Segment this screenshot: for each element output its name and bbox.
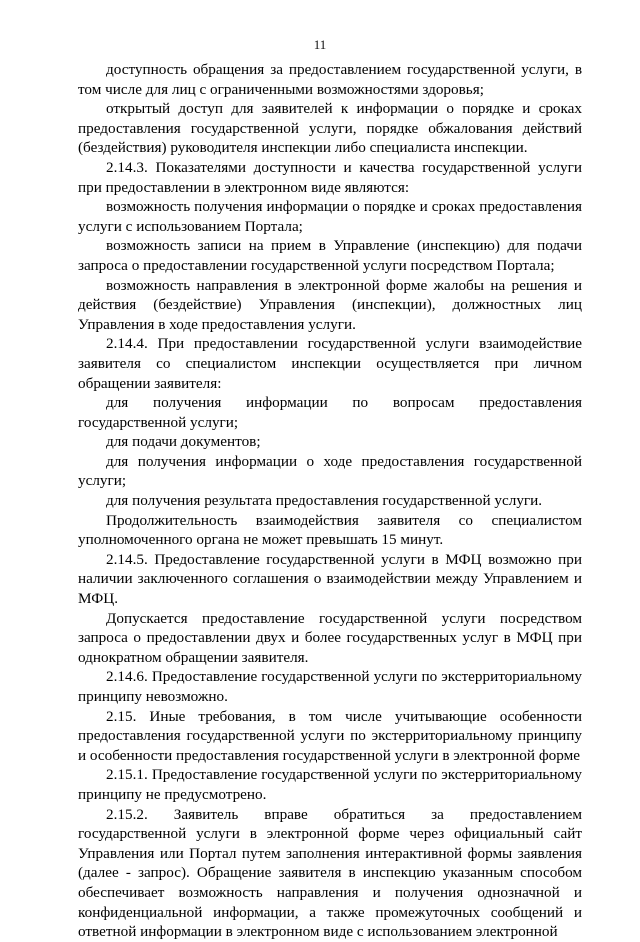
page-number: 11	[313, 37, 327, 52]
paragraph: 2.14.5. Предоставление государственной услуги в МФЦ возможно при наличии заключенного соглашения о взаимодействии между Управлением и МФЦ.	[78, 550, 582, 608]
paragraph: доступность обращения за предоставлением государственной услуги, в том числе для лиц с ограниченными возможностями здоровья;	[78, 61, 582, 98]
paragraph: Допускается предоставление государственной услуги посредством запроса о предоставлении двух и более государственных услуг в МФЦ при однократном обращении заявителя.	[78, 609, 582, 666]
paragraph: 2.14.6. Предоставление государственной услуги по экстерриториальному принципу невозможно.	[78, 668, 582, 705]
paragraph: для получения информации по вопросам предоставления государственной услуги;	[78, 394, 582, 431]
paragraph: для подачи документов;	[106, 433, 261, 451]
paragraph: для получения информации о ходе предоставления государственной услуги;	[78, 452, 582, 490]
paragraph: для получения результата предоставления государственной услуги.	[106, 492, 543, 510]
paragraph: 2.15.1. Предоставление государственной услуги по экстерриториальному принципу не предусмотрено.	[78, 766, 582, 803]
paragraph: открытый доступ для заявителей к информации о порядке и сроках предоставления государственной услуги, порядке обжалования действий (бездействия) руководителя инспекции либо специалиста инспекции.	[78, 100, 582, 157]
document-body	[78, 60, 582, 942]
paragraph: возможность записи на прием в Управление (инспекцию) для подачи запроса о предоставлении государственной услуги посредством Портала;	[78, 237, 582, 274]
paragraph: 2.14.4. При предоставлении государственной услуги взаимодействие заявителя со специалистом инспекции осуществляется при личном обращении заявителя:	[78, 335, 582, 392]
paragraph: Продолжительность взаимодействия заявителя со специалистом уполномоченного органа не может превышать 15 минут.	[78, 511, 582, 549]
paragraph: 2.15.2. Заявитель вправе обратиться за предоставлением государственной услуги в электронной форме через официальный сайт Управления или Портал путем заполнения интерактивной формы заявления (далее - запрос). Обращение заявителя в инспекцию указанным способом обеспечивает возможность направления и получения однозначной и конфиденциальной информации, а также промежуточных сообщений и ответной информации в электронном виде с использованием электронной	[78, 805, 582, 941]
paragraph: возможность направления в электронной форме жалобы на решения и действия (бездействие) Управления (инспекции), должностных лиц Управления в ходе предоставления услуги.	[78, 276, 582, 333]
paragraph: 2.14.3. Показателями доступности и качества государственной услуги при предоставлении в электронном виде являются:	[78, 158, 582, 196]
paragraph: возможность получения информации о порядке и сроках предоставления услуги с использованием Портала;	[78, 198, 582, 235]
paragraph: 2.15. Иные требования, в том числе учитывающие особенности предоставления государственной услуги по экстерриториальному принципу и особенности предоставления государственной услуги в электронной форме	[78, 707, 582, 764]
